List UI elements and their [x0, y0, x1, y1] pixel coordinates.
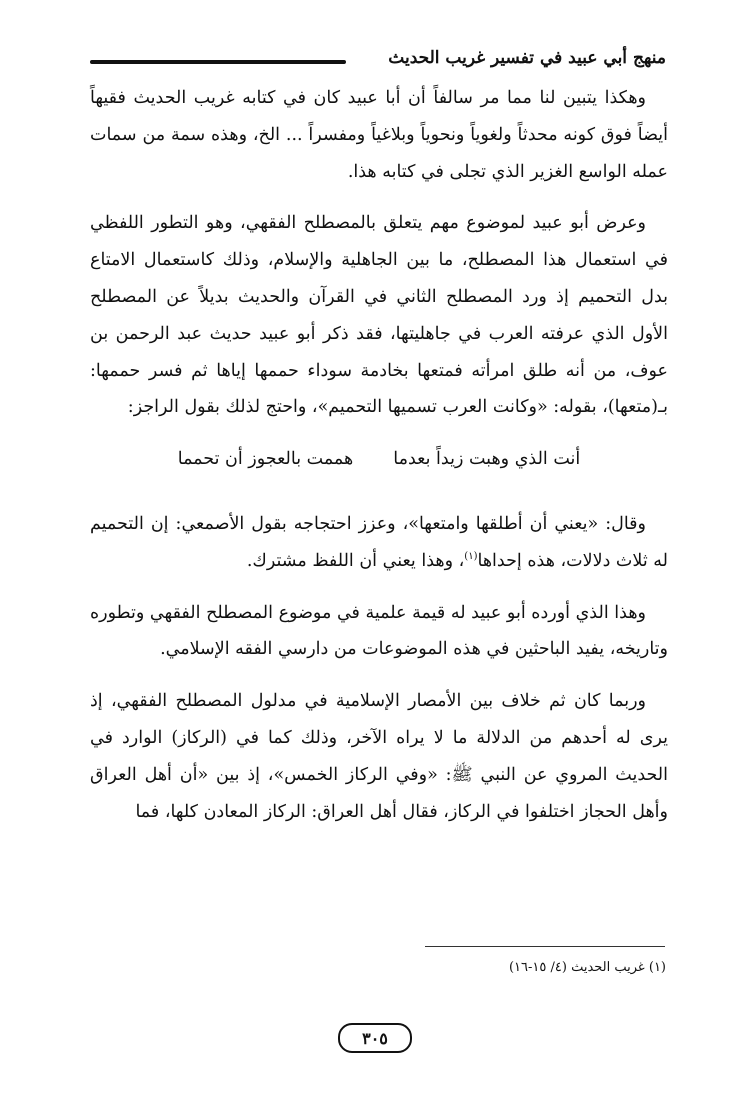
main-text [90, 80, 668, 845]
paragraph-4: وهذا الذي أورده أبو عبيد له قيمة علمية في موضوع المصطلح الفقهي وتطوره وتاريخه، يفيد الباحثين في هذه الموضوعات من دارسي الفقه الإسلامي. [90, 602, 668, 660]
running-header-title: منهج أبي عبيد في تفسير غريب الحديث [388, 48, 666, 68]
footnote-ref[interactable]: (١) [464, 550, 478, 562]
paragraph-2: وعرض أبو عبيد لموضوع مهم يتعلق بالمصطلح الفقهي، وهو التطور اللفظي في استعمال هذا المصطلح، ما بين الجاهلية والإسلام، وذلك كاستعمال الامتاع بدل التحميم إذ ورد المصطلح الثاني في القرآن والحديث بديلاً عن المصطلح الأول الذي عرفته العرب في جاهليتها، فقد ذكر أبو عبيد حديث عبد الرحمن بن عوف، من أنه طلق امرأته فمتعها بخادمة سوداء حممها إياها ثم فسر حممها: بـ(متعها)، بقوله: «وكانت العرب تسميها التحميم»، واحتج لذلك بقول الراجز: [90, 213, 668, 418]
footnote-separator [425, 946, 665, 947]
paragraph-5: وربما كان ثم خلاف بين الأمصار الإسلامية في مدلول المصطلح الفقهي، إذ يرى له أحدهم من الدلالة ما لا يراه الآخر، وذلك كما في (الركاز) الوارد في الحديث المروي عن النبي ﷺ: «وفي الركاز الخمس»، إذ بين «أن أهل العراق وأهل الحجاز اختلفوا في الركاز، فقال أهل العراق: الركاز المعادن كلها، فما [90, 691, 668, 822]
poetry-verse [90, 441, 668, 478]
paragraph-1: وهكذا يتبين لنا مما مر سالفاً أن أبا عبيد كان في كتابه غريب الحديث فقيهاً أيضاً فوق كونه محدثاً ولغوياً ونحوياً وبلاغياً ومفسراً ... الخ، وهذه سمة من سمات عمله الواسع الغزير الذي تجلى في كتابه هذا. [90, 88, 668, 182]
verse-second-hemistich: هممت بالعجوز أن تحمما [177, 449, 354, 470]
header-rule [90, 60, 346, 64]
paragraph-3 [90, 506, 668, 580]
verse-first-hemistich: أنت الذي وهبت زيداً بعدما [393, 449, 581, 470]
paragraph-3-end: ، وهذا يعني أن اللفظ مشترك. [246, 550, 465, 571]
paragraph-3-text: وقال: «يعني أن أطلقها وامتعها»، وعزز احتجاجه بقول الأصمعي: إن التحميم له ثلاث دلالات، هذه إحداها [90, 513, 668, 571]
footnote-1: (١) غريب الحديث (٤/ ١٥-١٦) [508, 960, 666, 975]
page-number: ٣٠٥ [362, 1028, 388, 1048]
page-number-badge [338, 1023, 412, 1053]
